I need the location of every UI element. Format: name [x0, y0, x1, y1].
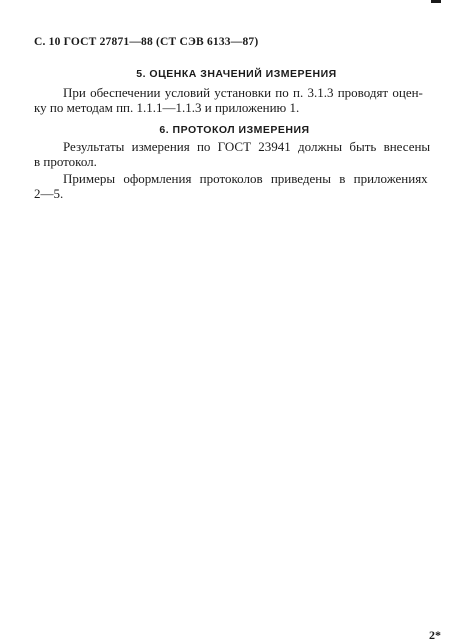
section-5-heading: 5. ОЦЕНКА ЗНАЧЕНИЙ ИЗМЕРЕНИЯ [136, 68, 337, 80]
corner-mark [431, 0, 441, 3]
section-5-paragraph-line-2: ку по методам пп. 1.1.1—1.1.3 и приложению 1. [34, 100, 300, 115]
section-6-paragraph-2-line-2: 2—5. [34, 186, 64, 201]
section-5-paragraph-line-1: При обеспечении условий установки по п. 3.1.3 проводят оцен- [63, 85, 423, 100]
section-6-paragraph-2-line-1: Примеры оформления протоколов приведены в приложениях [63, 171, 428, 186]
section-6-heading: 6. ПРОТОКОЛ ИЗМЕРЕНИЯ [159, 124, 310, 136]
running-header: С. 10 ГОСТ 27871—88 (СТ СЭВ 6133—87) [34, 36, 259, 48]
page-number: 2* [429, 628, 441, 642]
section-6-paragraph-1-line-1: Результаты измерения по ГОСТ 23941 должны быть внесены [63, 139, 431, 154]
section-6-paragraph-1-line-2: в протокол. [34, 154, 97, 169]
